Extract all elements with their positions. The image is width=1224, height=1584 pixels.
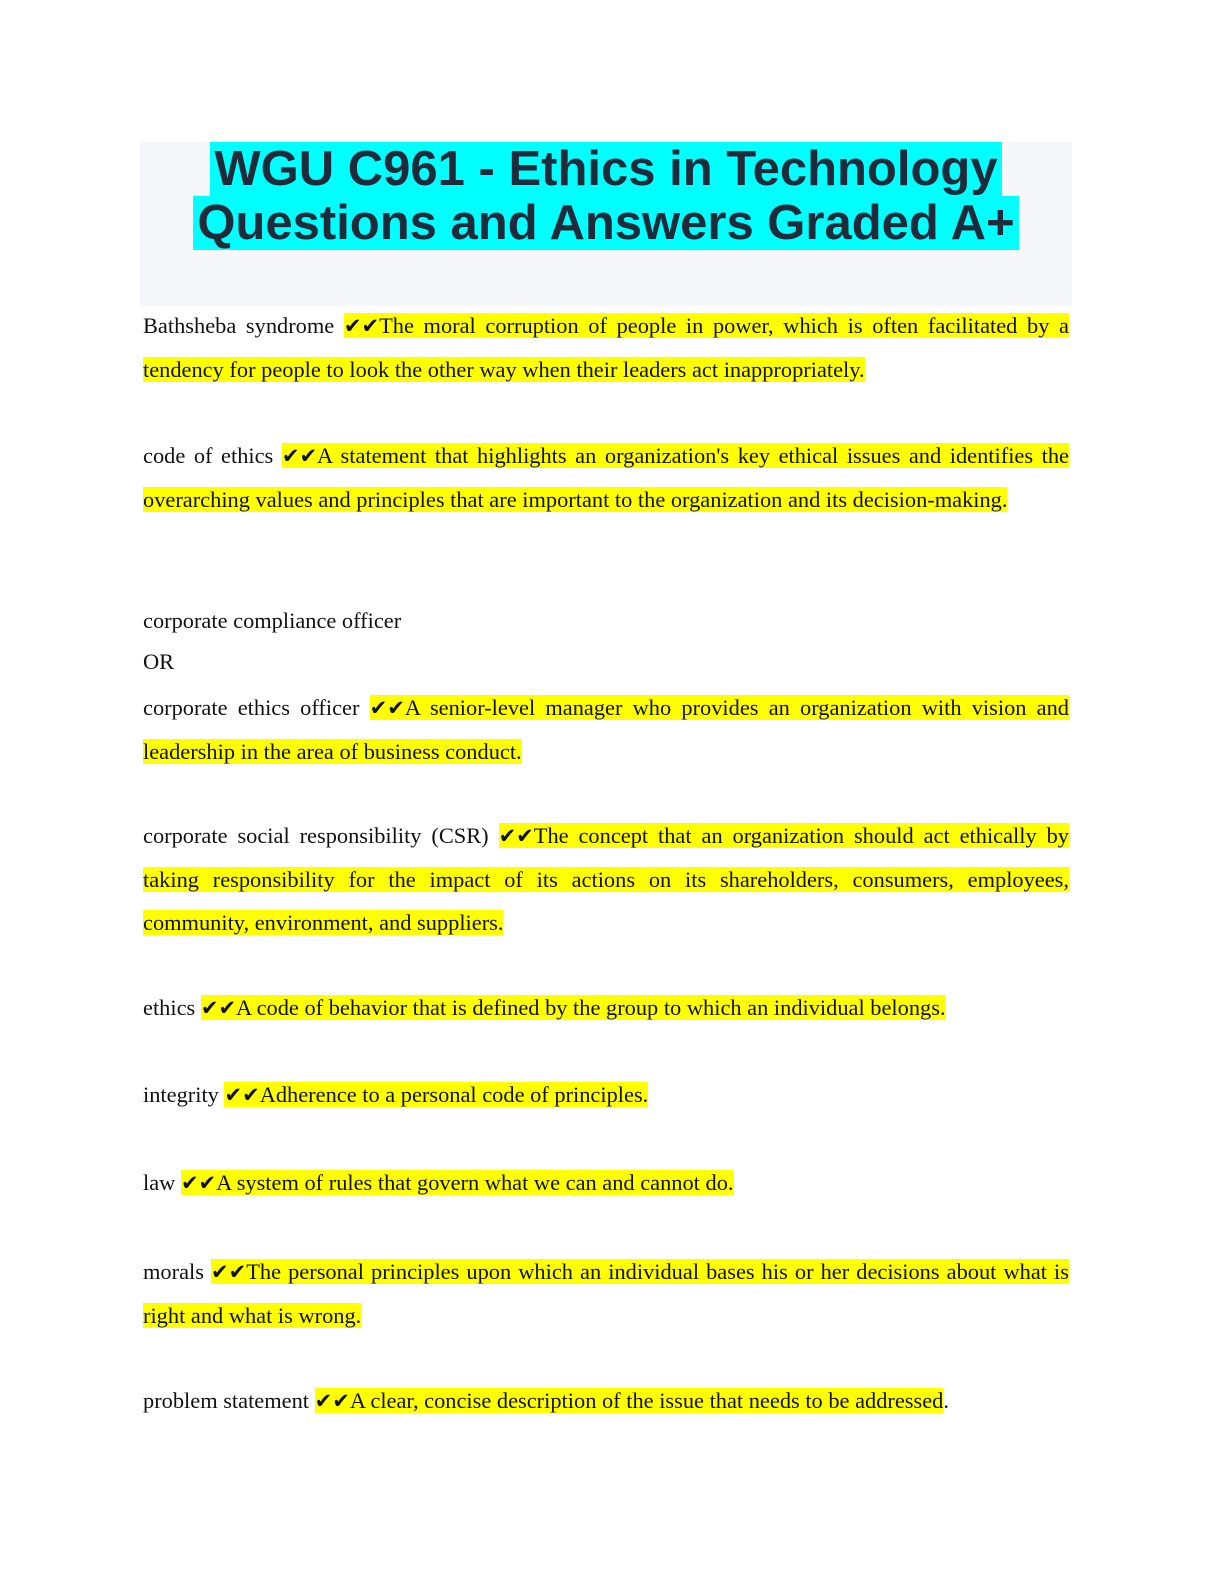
entry-integrity xyxy=(143,1073,1069,1117)
check-icon: ✔✔ xyxy=(343,314,380,338)
entry-ethics xyxy=(143,986,1069,1030)
check-icon: ✔✔ xyxy=(369,696,405,720)
entry-term: Bathsheba syndrome xyxy=(143,313,335,338)
entry-definition: The personal principles upon which an individual bases his or her decisions about what is right and what is wrong. xyxy=(143,1259,1069,1328)
entry-term: corporate ethics officer xyxy=(143,695,360,720)
check-icon: ✔✔ xyxy=(281,444,318,468)
entry-definition: A code of behavior that is defined by the group to which an individual belongs. xyxy=(236,995,946,1020)
title-line-2: Questions and Answers Graded A+ xyxy=(193,196,1018,250)
entry-term: code of ethics xyxy=(143,443,274,468)
entry-morals xyxy=(143,1250,1069,1338)
entry-law xyxy=(143,1161,1069,1205)
entry-term-alt: corporate compliance officer xyxy=(143,608,402,633)
check-icon: ✔✔ xyxy=(211,1260,247,1284)
entry-term: problem statement xyxy=(143,1388,310,1413)
check-icon: ✔✔ xyxy=(314,1389,350,1413)
entry-corporate-ethics-officer xyxy=(143,686,1069,773)
check-icon: ✔✔ xyxy=(224,1083,260,1107)
entry-definition: A clear, concise description of the issue that needs to be addressed xyxy=(349,1388,944,1413)
entry-definition: The concept that an organization should act ethically by taking responsibility for the impact of its actions on its shareholders, consumers, employees, community, environment, and suppliers. xyxy=(143,823,1069,935)
entry-term: corporate social responsibility (CSR) xyxy=(143,823,489,848)
entry-definition: Adherence to a personal code of principles. xyxy=(259,1082,649,1107)
entry-trailing-period: . xyxy=(943,1388,949,1413)
entry-term: ethics xyxy=(143,995,196,1020)
entry-term: law xyxy=(143,1170,176,1195)
entry-definition: A senior-level manager who provides an organization with vision and leadership in the area of business conduct. xyxy=(143,695,1069,764)
check-icon: ✔✔ xyxy=(498,824,534,848)
entry-or-separator: OR xyxy=(143,649,175,674)
check-icon: ✔✔ xyxy=(200,996,237,1020)
check-icon: ✔✔ xyxy=(180,1171,217,1195)
entry-definition: The moral corruption of people in power, which is often facilitated by a tendency for people to look the other way when their leaders act inappropriately. xyxy=(143,313,1069,382)
entry-corporate-officer-terms xyxy=(143,600,1069,682)
entry-term: integrity xyxy=(143,1082,219,1107)
entry-bathsheba-syndrome xyxy=(143,304,1069,392)
entry-corporate-social-responsibility xyxy=(143,814,1069,944)
entry-term: morals xyxy=(143,1259,204,1284)
entry-problem-statement xyxy=(143,1379,1069,1423)
entry-definition: A system of rules that govern what we can and cannot do. xyxy=(216,1170,734,1195)
entry-code-of-ethics xyxy=(143,434,1069,521)
entry-definition: A statement that highlights an organization's key ethical issues and identifies the overarching values and principles that are important to the organization and its decision-making. xyxy=(143,443,1069,512)
document-title xyxy=(140,142,1072,250)
title-line-1: WGU C961 - Ethics in Technology xyxy=(210,142,1001,196)
